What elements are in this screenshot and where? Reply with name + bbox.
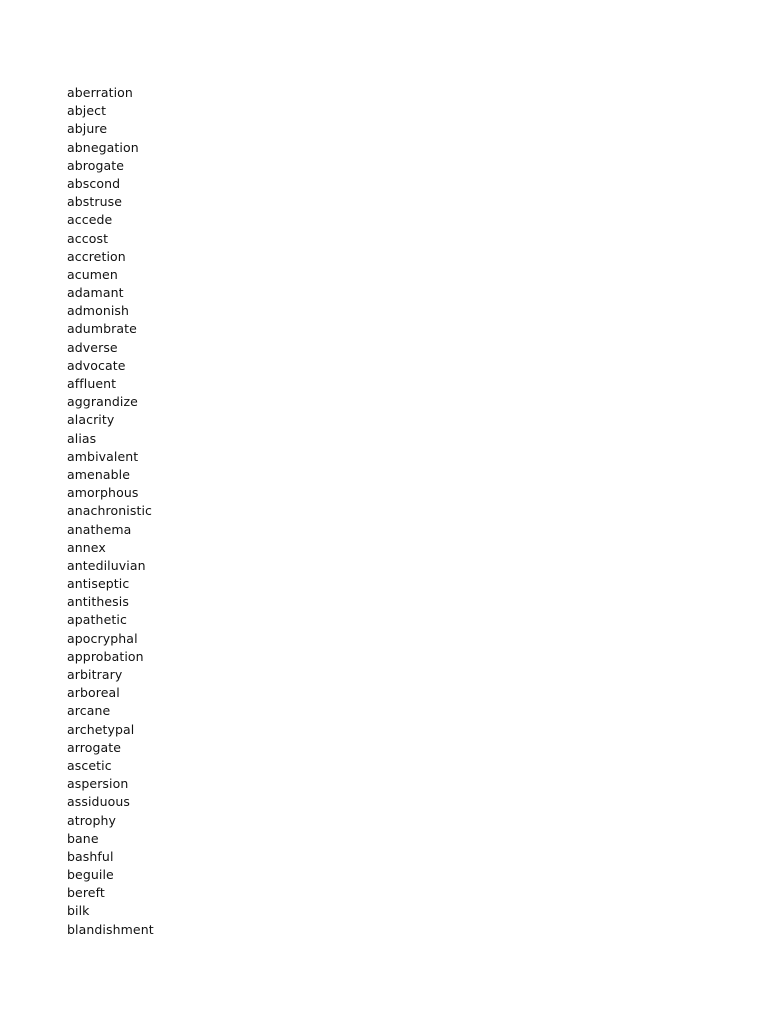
word-item: amorphous (67, 485, 139, 501)
word-item: bilk (67, 903, 90, 919)
word-item: apathetic (67, 612, 127, 628)
word-item: antithesis (67, 594, 129, 610)
word-item: adverse (67, 339, 118, 355)
word-item: bereft (67, 885, 105, 901)
vocabulary-word-list (67, 84, 154, 939)
word-item: antiseptic (67, 576, 130, 592)
word-item: abnegation (67, 139, 139, 155)
word-item: aspersion (67, 776, 129, 792)
word-item: abstruse (67, 194, 123, 210)
word-item: adamant (67, 285, 124, 301)
word-item: amenable (67, 466, 131, 482)
word-item: bashful (67, 848, 114, 864)
word-item: apocryphal (67, 630, 138, 646)
word-item: archetypal (67, 721, 135, 737)
word-item: arbitrary (67, 667, 123, 682)
word-item: assiduous (67, 794, 130, 810)
word-item: aberration (67, 85, 133, 100)
word-item: accretion (67, 248, 126, 264)
word-item: annex (67, 539, 106, 555)
word-item: accede (67, 212, 113, 228)
word-item: antediluvian (67, 557, 146, 573)
word-item: alacrity (67, 412, 115, 428)
word-item: anathema (67, 521, 132, 537)
word-item: arcane (67, 703, 111, 719)
word-item: aggrandize (67, 394, 138, 410)
word-item: arrogate (67, 739, 122, 755)
word-item: ambivalent (67, 448, 139, 464)
word-item: abscond (67, 175, 121, 191)
word-item: acumen (67, 266, 118, 282)
word-item: atrophy (67, 812, 117, 828)
word-item: abjure (67, 121, 108, 137)
word-item: arboreal (67, 685, 120, 701)
word-item: affluent (67, 376, 117, 391)
word-item: abrogate (67, 157, 125, 173)
word-item: blandishment (67, 921, 154, 937)
word-item: beguile (67, 867, 114, 883)
word-item: accost (67, 230, 109, 246)
word-item: ascetic (67, 757, 112, 773)
word-item: abject (67, 103, 107, 119)
word-item: advocate (67, 357, 126, 373)
word-item: approbation (67, 648, 144, 664)
word-item: anachronistic (67, 503, 153, 519)
word-item: bane (67, 830, 99, 846)
word-item: adumbrate (67, 321, 137, 337)
word-item: alias (67, 430, 97, 446)
word-item: admonish (67, 303, 130, 319)
